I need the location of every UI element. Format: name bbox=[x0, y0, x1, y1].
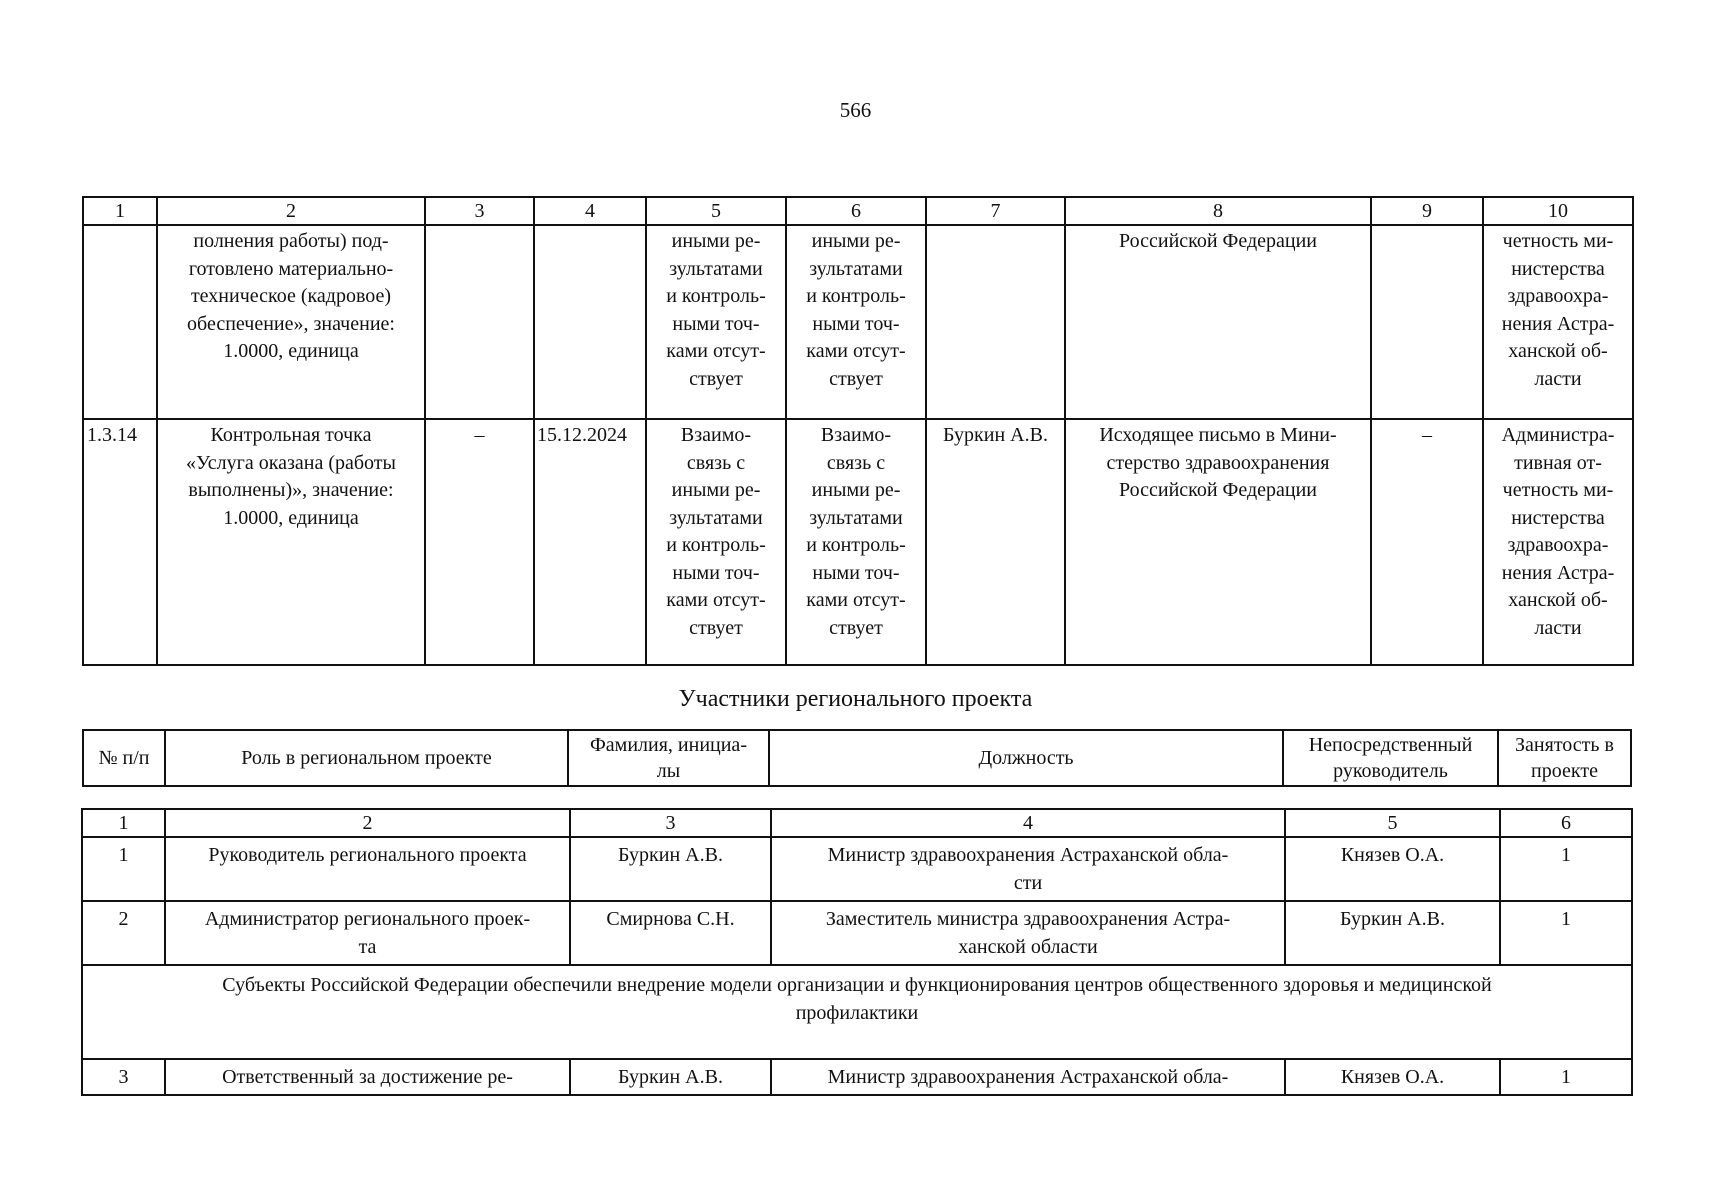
table-cell: Князев О.А. bbox=[1285, 1059, 1500, 1095]
table-cell: 1.3.14 bbox=[83, 419, 157, 665]
table-cell: Исходящее письмо в Мини- стерство здравоохранения Российской Федерации bbox=[1065, 419, 1371, 665]
column-number: 1 bbox=[83, 197, 157, 225]
table-cell bbox=[425, 225, 534, 419]
table-cell: Буркин А.В. bbox=[570, 1059, 771, 1095]
table-cell: Взаимо- связь с иными ре- зультатами и контроль- ными точ- ками отсут- ствует bbox=[646, 419, 786, 665]
table-cell: 1 bbox=[82, 837, 165, 901]
table-row bbox=[82, 837, 1632, 901]
column-number: 6 bbox=[1500, 809, 1632, 837]
table-cell: Князев О.А. bbox=[1285, 837, 1500, 901]
table-cell: Контрольная точка «Услуга оказана (работы выполнены)», значение: 1.0000, единица bbox=[157, 419, 425, 665]
header-cell: Непосредственный руководитель bbox=[1283, 730, 1498, 786]
column-number: 2 bbox=[157, 197, 425, 225]
table-row bbox=[82, 1059, 1632, 1095]
column-number: 5 bbox=[646, 197, 786, 225]
header-cell: Роль в региональном проекте bbox=[165, 730, 568, 786]
section-title: Участники регионального проекта bbox=[678, 686, 1033, 712]
table-cell: полнения работы) под- готовлено материально- техническое (кадровое) обеспечение», значение: 1.0000, единица bbox=[157, 225, 425, 419]
group-note-row bbox=[82, 965, 1632, 1059]
table-cell: Буркин А.В. bbox=[570, 837, 771, 901]
table-header-row bbox=[82, 809, 1632, 837]
header-cell: № п/п bbox=[83, 730, 165, 786]
table-cell: 3 bbox=[82, 1059, 165, 1095]
table-cell bbox=[83, 225, 157, 419]
column-number: 3 bbox=[570, 809, 771, 837]
header-cell: Занятость в проекте bbox=[1498, 730, 1631, 786]
table-cell: Министр здравоохранения Астраханской обла- bbox=[771, 1059, 1285, 1095]
participants-table bbox=[81, 808, 1633, 1096]
table-cell: Буркин А.В. bbox=[1285, 901, 1500, 965]
table-cell bbox=[1371, 225, 1483, 419]
table-cell bbox=[926, 225, 1065, 419]
header-cell: Фамилия, инициа- лы bbox=[568, 730, 769, 786]
column-number: 4 bbox=[534, 197, 646, 225]
table-cell: Взаимо- связь с иными ре- зультатами и контроль- ными точ- ками отсут- ствует bbox=[786, 419, 926, 665]
table-cell: 1 bbox=[1500, 1059, 1632, 1095]
column-number: 2 bbox=[165, 809, 570, 837]
table-cell: Буркин А.В. bbox=[926, 419, 1065, 665]
group-note: Субъекты Российской Федерации обеспечили внедрение модели организации и функционирования центров общественного здоровья и медицинской профилактики bbox=[82, 965, 1632, 1059]
table-cell: Администра- тивная от- четность ми- нистерства здравоохра- нения Астра- ханской об- ласти bbox=[1483, 419, 1633, 665]
table-cell: Руководитель регионального проекта bbox=[165, 837, 570, 901]
table-cell: Министр здравоохранения Астраханской обла- сти bbox=[771, 837, 1285, 901]
table-cell: иными ре- зультатами и контроль- ными точ- ками отсут- ствует bbox=[786, 225, 926, 419]
column-number: 10 bbox=[1483, 197, 1633, 225]
column-number: 1 bbox=[82, 809, 165, 837]
participants-header-table bbox=[82, 729, 1632, 787]
table-cell: иными ре- зультатами и контроль- ными точ- ками отсут- ствует bbox=[646, 225, 786, 419]
page-number: 566 bbox=[839, 98, 872, 122]
table-row bbox=[83, 419, 1633, 665]
column-number: 5 bbox=[1285, 809, 1500, 837]
table-cell bbox=[534, 225, 646, 419]
table-cell: – bbox=[425, 419, 534, 665]
table-cell: Заместитель министра здравоохранения Астра- ханской области bbox=[771, 901, 1285, 965]
column-number: 8 bbox=[1065, 197, 1371, 225]
table-cell: Российской Федерации bbox=[1065, 225, 1371, 419]
column-number: 6 bbox=[786, 197, 926, 225]
column-number: 9 bbox=[1371, 197, 1483, 225]
table-header-row bbox=[83, 197, 1633, 225]
column-number: 7 bbox=[926, 197, 1065, 225]
header-cell: Должность bbox=[769, 730, 1283, 786]
table-cell: 1 bbox=[1500, 837, 1632, 901]
table-cell: Смирнова С.Н. bbox=[570, 901, 771, 965]
results-table bbox=[82, 196, 1634, 666]
table-cell: Ответственный за достижение ре- bbox=[165, 1059, 570, 1095]
table-cell: четность ми- нистерства здравоохра- нения Астра- ханской об- ласти bbox=[1483, 225, 1633, 419]
table-cell: 15.12.2024 bbox=[534, 419, 646, 665]
table-cell: 2 bbox=[82, 901, 165, 965]
table-cell: 1 bbox=[1500, 901, 1632, 965]
table-header-row bbox=[83, 730, 1631, 786]
table-row bbox=[83, 225, 1633, 419]
table-row bbox=[82, 901, 1632, 965]
table-cell: Администратор регионального проек- та bbox=[165, 901, 570, 965]
table-cell: – bbox=[1371, 419, 1483, 665]
column-number: 3 bbox=[425, 197, 534, 225]
column-number: 4 bbox=[771, 809, 1285, 837]
